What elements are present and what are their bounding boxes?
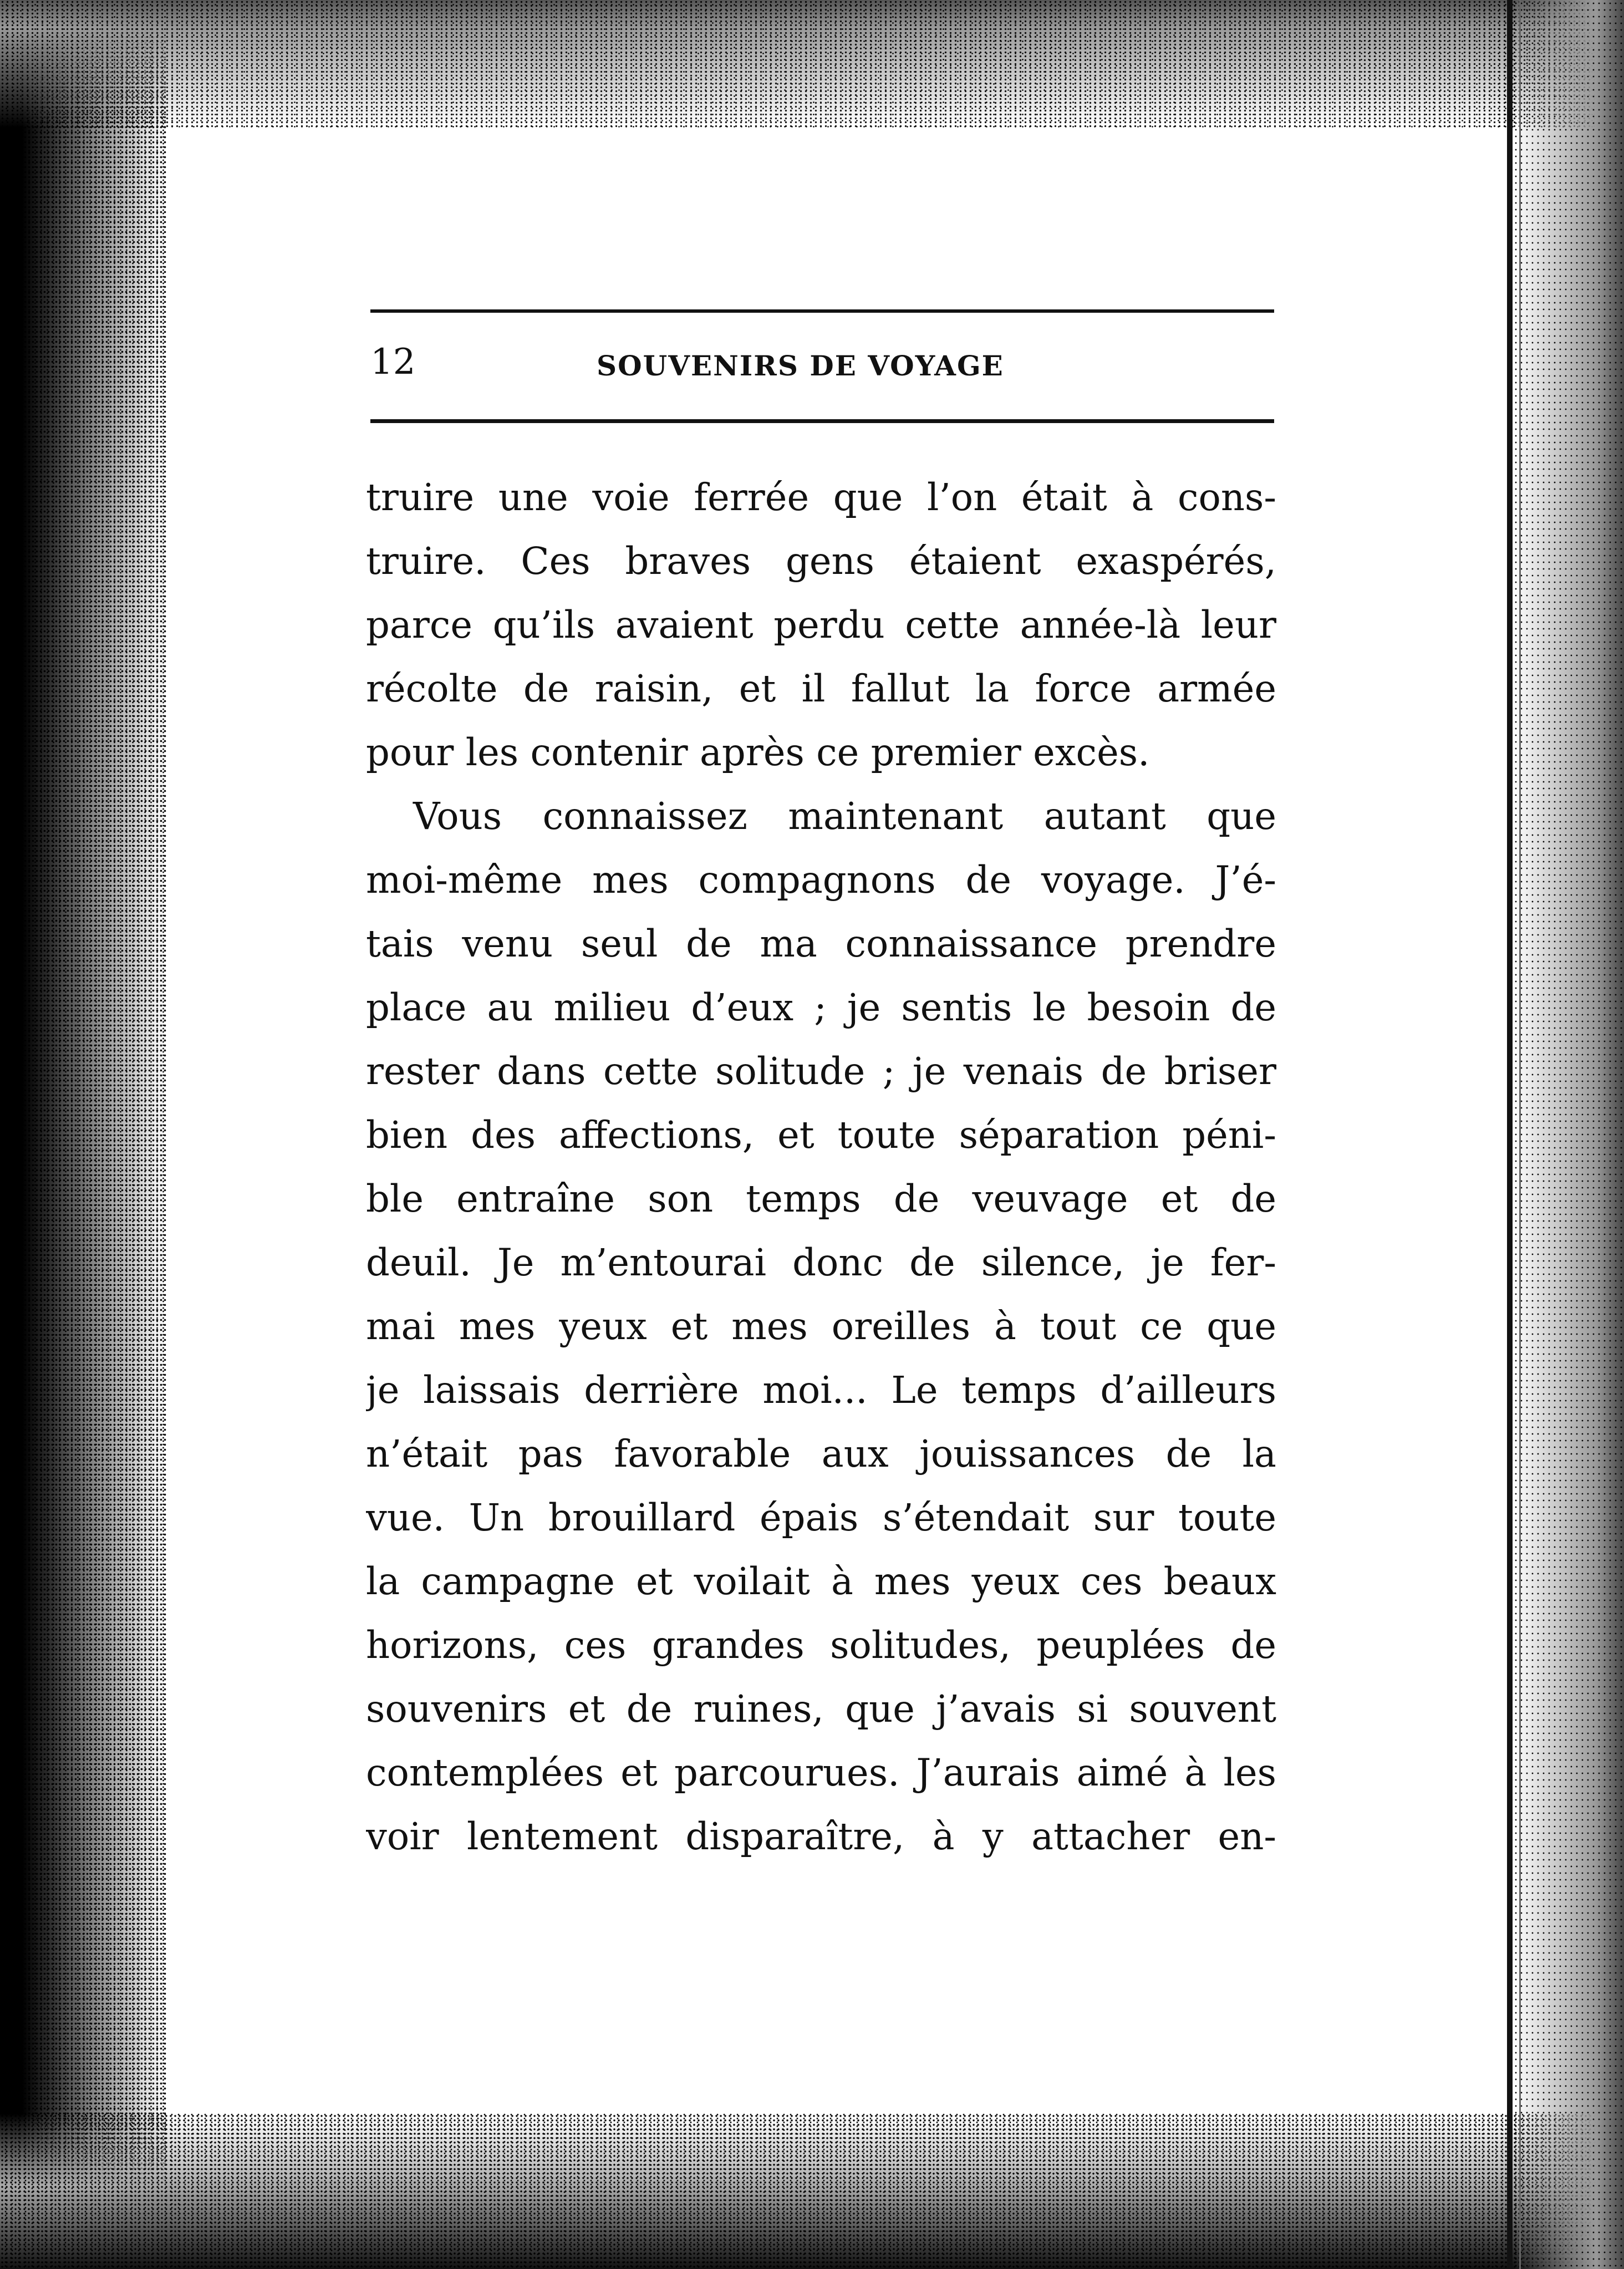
text-line: souvenirs et de ruines, que j’avais si souvent: [366, 1687, 1276, 1731]
text-line: horizons, ces grandes solitudes, peuplées de: [366, 1624, 1276, 1667]
text-line: la campagne et voilait à mes yeux ces beaux: [366, 1560, 1276, 1603]
body-text: [366, 466, 1276, 1869]
scan-border-left: [0, 0, 166, 2269]
text-line: contemplées et parcourues. J’aurais aimé à les: [366, 1751, 1276, 1794]
page-fold-shadow: [1519, 0, 1521, 2269]
header-rule-top: [370, 309, 1274, 313]
text-line: tais venu seul de ma connaissance prendre: [366, 922, 1276, 965]
text-line: place au milieu d’eux ; je sentis le besoin de: [366, 986, 1276, 1029]
text-line: pour les contenir après ce premier excès.: [366, 731, 1150, 774]
scan-border-right: [1513, 0, 1624, 2269]
scan-border-bottom: [0, 2114, 1624, 2269]
text-line: ble entraîne son temps de veuvage et de: [366, 1177, 1276, 1220]
text-line: parce qu’ils avaient perdu cette année-là leur: [366, 603, 1276, 647]
text-line: récolte de raisin, et il fallut la force armée: [366, 667, 1276, 710]
running-title: SOUVENIRS DE VOYAGE: [597, 349, 1004, 382]
header-rule-bottom: [370, 419, 1274, 423]
text-line: mai mes yeux et mes oreilles à tout ce que: [366, 1305, 1276, 1348]
text-line: rester dans cette solitude ; je venais de briser: [366, 1050, 1276, 1093]
text-line: Vous connaissez maintenant autant que: [413, 795, 1276, 838]
text-line: je laissais derrière moi... Le temps d’ailleurs: [366, 1368, 1276, 1412]
text-line: vue. Un brouillard épais s’étendait sur toute: [366, 1496, 1276, 1539]
text-line: truire. Ces braves gens étaient exaspérés,: [366, 540, 1276, 583]
text-line: voir lentement disparaître, à y attacher en-: [366, 1815, 1276, 1858]
text-line: truire une voie ferrée que l’on était à cons-: [366, 476, 1276, 519]
text-line: n’était pas favorable aux jouissances de la: [366, 1432, 1276, 1476]
text-line: moi-même mes compagnons de voyage. J’é-: [366, 858, 1276, 902]
page-fold-line: [1507, 0, 1513, 2269]
text-line: bien des affections, et toute séparation péni-: [366, 1113, 1276, 1157]
page-number: 12: [370, 342, 416, 383]
running-head: [370, 333, 1274, 405]
text-line: deuil. Je m’entourai donc de silence, je fer-: [366, 1241, 1276, 1284]
scan-border-top: [0, 0, 1624, 128]
